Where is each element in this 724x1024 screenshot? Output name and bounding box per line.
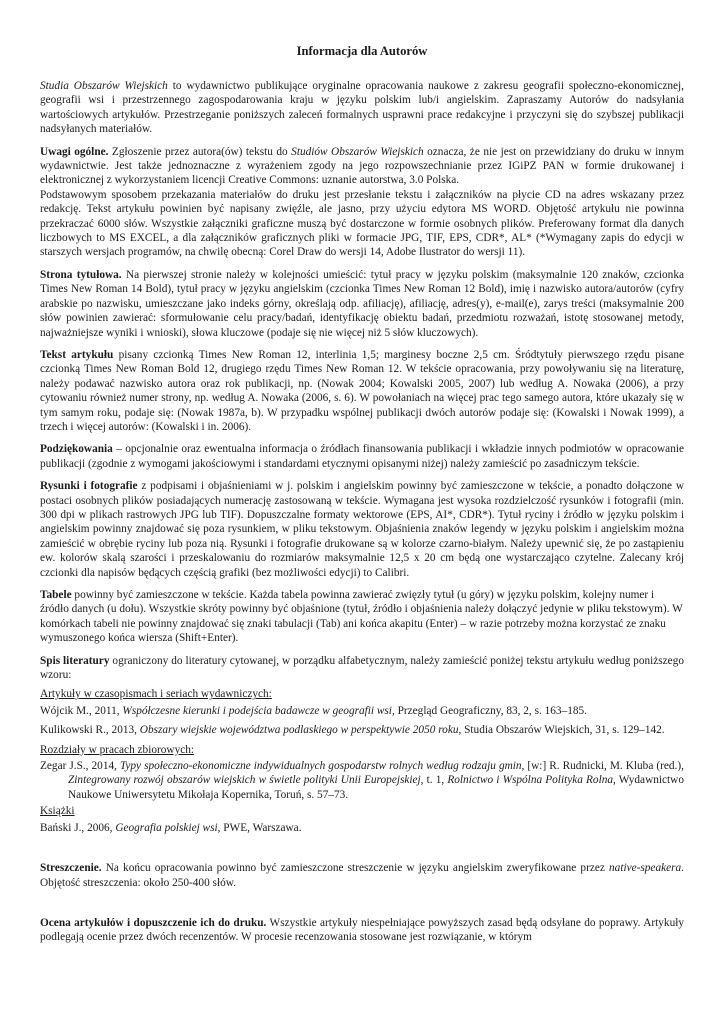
- bold-text-run: Strona tytułowa.: [40, 268, 122, 281]
- bold-text-run: Streszczenie.: [40, 862, 102, 875]
- text-run: ograniczony do literatury cytowanej, w porządku alfabetycznym, należy zamieścić poniżej tekstu artykułu według poniższego wzoru:: [40, 654, 687, 682]
- reference-heading-journals: [40, 687, 684, 701]
- general-remarks-paragraph: [40, 145, 687, 188]
- italic-text-run: native-speakera: [609, 862, 682, 875]
- text-run: – opcjonalnie oraz ewentualna informacja o źródłach finansowania publikacji i wkładzie innych podmiotów w opracowanie publikacji (zgodnie z wymogami jakościowymi i standardami etycznymi opisanymi niżej) należy zamieścić po zasadniczym tekście.: [40, 443, 687, 470]
- abstract-paragraph: [40, 861, 687, 890]
- reference-entry-banski: [40, 821, 684, 835]
- reference-entry-zegar: [40, 759, 687, 802]
- text-run: powinny być zamieszczone w tekście. Każda tabela powinna zawierać zwięzły tytuł (u góry) w języku polskim, kolejny numer i źródło danych (u dołu). Wszystkie skróty powinny być objaśnione (tytuł, źródło i objaśnienia należy dołączyć jedynie w pliku tekstowym). W komórkach tabeli nie powinny znajdować się znaki tabulacji (Tab) ani końca akapitu (Enter) – w razie potrzeby można korzystać ze znaku wymuszonego końca wiersza (Shift+Enter).: [40, 589, 686, 645]
- reference-heading-chapters: [40, 743, 684, 757]
- reference-entry-kulikowski: [40, 723, 684, 737]
- underlined-text-run: Artykuły w czasopismach i seriach wydawniczych:: [40, 688, 272, 701]
- underlined-text-run: Książki: [40, 805, 75, 818]
- article-text-paragraph: [40, 348, 687, 434]
- italic-text-run: Geografia polskiej wsi: [115, 821, 218, 834]
- text-run: , PWE, Warszawa.: [217, 821, 302, 834]
- text-run: oznacza, że nie jest on przewidziany do druku w innym wydawnictwie. Jest także jednoznaczne z wyrażeniem zgody na jego rozpowszechnianie przez IGiPZ PAN w formie drukowanej i elektronicznej z wykorzystaniem licencji Creative Commons: uznanie autorstwa, 3.0 Polska.: [40, 145, 687, 187]
- bold-text-run: Uwagi ogólne.: [40, 145, 109, 158]
- italic-text-run: Rolnictwo i Wspólna Polityka Rolna,: [447, 774, 616, 787]
- document-title: Informacja dla Autorów: [296, 44, 428, 58]
- text-run: Przegląd Geograficzny, 83, 2, s. 163–185.: [394, 704, 587, 717]
- italic-text-run: Typy społeczno-ekonomiczne indywidualnych gospodarstw rolnych według rodzaju gmin,: [119, 760, 525, 773]
- references-intro-paragraph: [40, 654, 687, 683]
- italic-text-run: Obszary wiejskie województwa podlaskiego w perspektywie 2050 roku: [139, 724, 459, 737]
- text-run: , Studia Obszarów Wiejskich, 31, s. 129–142.: [458, 724, 665, 737]
- text-run: t. 1,: [423, 774, 448, 787]
- acknowledgements-paragraph: [40, 442, 687, 471]
- bold-text-run: Podziękowania: [40, 443, 113, 456]
- text-run: z podpisami i objaśnieniami w j. polskim i angielskim powinny być zamieszczone w tekście, a ponadto dołączone w postaci osobnych plików posiadających numerację zastosowaną w tekście. Wymagana jest wysoka rozdzielczość rysunków i fotografii (min. 300 dpi w plikach rastrowych JPG lub TIF). Dopuszczalne formaty wektorowe (EPS, AI*, CDR*). Tytuł ryciny i źródło w języku polskim i angielskim powinny znajdować się poza rysunkiem, w pliku tekstowym. Objaśnienia znaków legendy w języku polskim i angielskim można zamieścić w obrębie ryciny lub poza nią. Rysunki i fotografie drukowane są w kolorze czarno-białym. Należy upewnić się, że po zastąpieniu ew. kolorów skalą szarości i przeskalowaniu do rozmiarów maksymalnie 12,5 x 20 cm będą one wystarczająco czytelne. Zalecany krój czcionki dla napisów będących częścią grafiki (bez możliwości edycji) to Calibri.: [40, 480, 687, 579]
- bold-text-run: Rysunki i fotografie: [40, 480, 138, 493]
- text-run: Bański J., 2006,: [40, 821, 116, 834]
- text-run: Wójcik M., 2011,: [40, 704, 123, 717]
- text-run: pisany czcionką Times New Roman 12, interlinia 1,5; marginesy boczne 2,5 cm. Śródtytuły pierwszego rzędu pisane czcionką Times New Roman Bold 12, drugiego rzędu Times New Roman 12. W tekście opracowania, przy powoływaniu się na literaturę, należy podawać nazwisko autora oraz rok publikacji, np. (Nowak 2004; Kowalski 2005, 2007) lub według A. Nowaka (2006), a przy cytowaniu również numer strony, np. według A. Nowaka (2006, s. 6). W powołaniach na więcej prac tego samego autora, które ukazały się w tym samym roku, podaje się: (Nowak 1987a, b). W przypadku wspólnej publikacji dwóch autorów podaje się: (Kowalski i Nowak 1999), a trzech i więcej autorów: (Kowalski i in. 2006).: [40, 348, 687, 433]
- italic-text-run: Współczesne kierunki i podejścia badawcze w geografii wsi,: [122, 704, 395, 717]
- bold-text-run: Spis literatury: [40, 654, 110, 667]
- submission-method-paragraph: [40, 188, 687, 260]
- bold-text-run: Tabele: [40, 589, 72, 601]
- text-run: Wydawnictwo Naukowe Uniwersytetu Mikołaja Kopernika, Toruń, s. 57–73.: [68, 774, 687, 801]
- text-run: Zegar J.S., 2014,: [40, 760, 120, 773]
- text-run: Podstawowym sposobem przekazania materiałów do druku jest przesłanie tekstu i załączników na płycie CD na adres wskazany przez redakcję. Tekst artykułu powinien być napisany zwięźle, ale jasno, przy użyciu edytora MS WORD. Objętość artykułu nie powinna przekraczać 6000 słów. Wszystkie załączniki graficzne muszą być dostarczone w formie osobnych plików. Preferowany format dla danych liczbowych to MS EXCEL, a dla załączników graficznych pliki w formacie JPG, TIF, EPS, CDR*, AL* (*Wymagany zapis do edycji w starszych wersjach programów, na chwilę obecną: Corel Draw do wersji 14, Adobe Ilustrator do wersji 11).: [40, 188, 687, 259]
- reference-entry-wojcik: [40, 704, 684, 718]
- text-run: Zgłoszenie przez autora(ów) tekstu do: [108, 145, 292, 158]
- tables-paragraph: [40, 588, 684, 646]
- intro-paragraph: [40, 79, 687, 137]
- text-run: to wydawnictwo publikujące oryginalne opracowania naukowe z zakresu geografii społeczno-ekonomicznej, geografii wsi i przestrzennego zagospodarowania kraju w języku polskim lub/i angielskim. Zapraszamy Autorów do nadsyłania wartościowych artykułów. Przestrzeganie poniższych zaleceń formalnych usprawni prace redakcyjne i przyczyni się do szybszej publikacji nadsyłanych materiałów.: [40, 80, 687, 136]
- document-body: [40, 79, 687, 945]
- text-run: Kulikowski R., 2013,: [40, 724, 140, 737]
- italic-text-run: Zintegrowany rozwój obszarów wiejskich w świetle polityki Unii Europejskiej,: [68, 774, 424, 787]
- italic-text-run: Studia Obszarów Wiejskich: [40, 80, 168, 92]
- bold-text-run: Ocena artykułów i dopuszczenie ich do druku.: [40, 916, 267, 929]
- text-run: Na pierwszej stronie należy w kolejności umieścić: tytuł pracy w języku polskim (maksymalnie 120 znaków, czcionka Times New Roman 14 Bold), tytuł pracy w języku angielskim (czcionka Times New Roman 12 Bold), imię i nazwisko autora/autorów (cyfry arabskie po nazwisku, umieszczane jako indeks górny, określają odp. afiliację), afiliację, adres(y), e-mail(e), zarys treści (maksymalnie 200 słów powinien zawierać: sformułowanie celu pracy/badań, identyfikację obiektu badań, przedmiotu rozważań, istotę stosowanej metody, najważniejsze wyniki i wnioski), słowa kluczowe (podaje się nie więcej niż 5 słów kluczowych).: [40, 268, 687, 339]
- title-page-paragraph: [40, 268, 687, 340]
- review-paragraph: [40, 916, 687, 945]
- figures-paragraph: [40, 479, 687, 580]
- italic-text-run: Studiów Obszarów Wiejskich: [291, 145, 424, 158]
- text-run: Na końcu opracowania powinno być zamieszczone streszczenie w języku angielskim zweryfikowane przez: [101, 862, 610, 875]
- underlined-text-run: Rozdziały w pracach zbiorowych:: [40, 743, 195, 756]
- bold-text-run: Tekst artykułu: [40, 348, 114, 361]
- text-run: . Objętość streszczenia: około 250-400 słów.: [40, 862, 687, 889]
- text-run: [w:] R. Rudnicki, M. Kluba (red.),: [524, 760, 687, 773]
- text-run: Wszystkie artykuły niespełniające powyższych zasad będą odsyłane do poprawy. Artykuły podlegają ocenie przez dwóch recenzentów. W procesie recenzowania stosowane jest rozwiązanie, w którym: [40, 916, 687, 944]
- reference-heading-books: [40, 804, 684, 818]
